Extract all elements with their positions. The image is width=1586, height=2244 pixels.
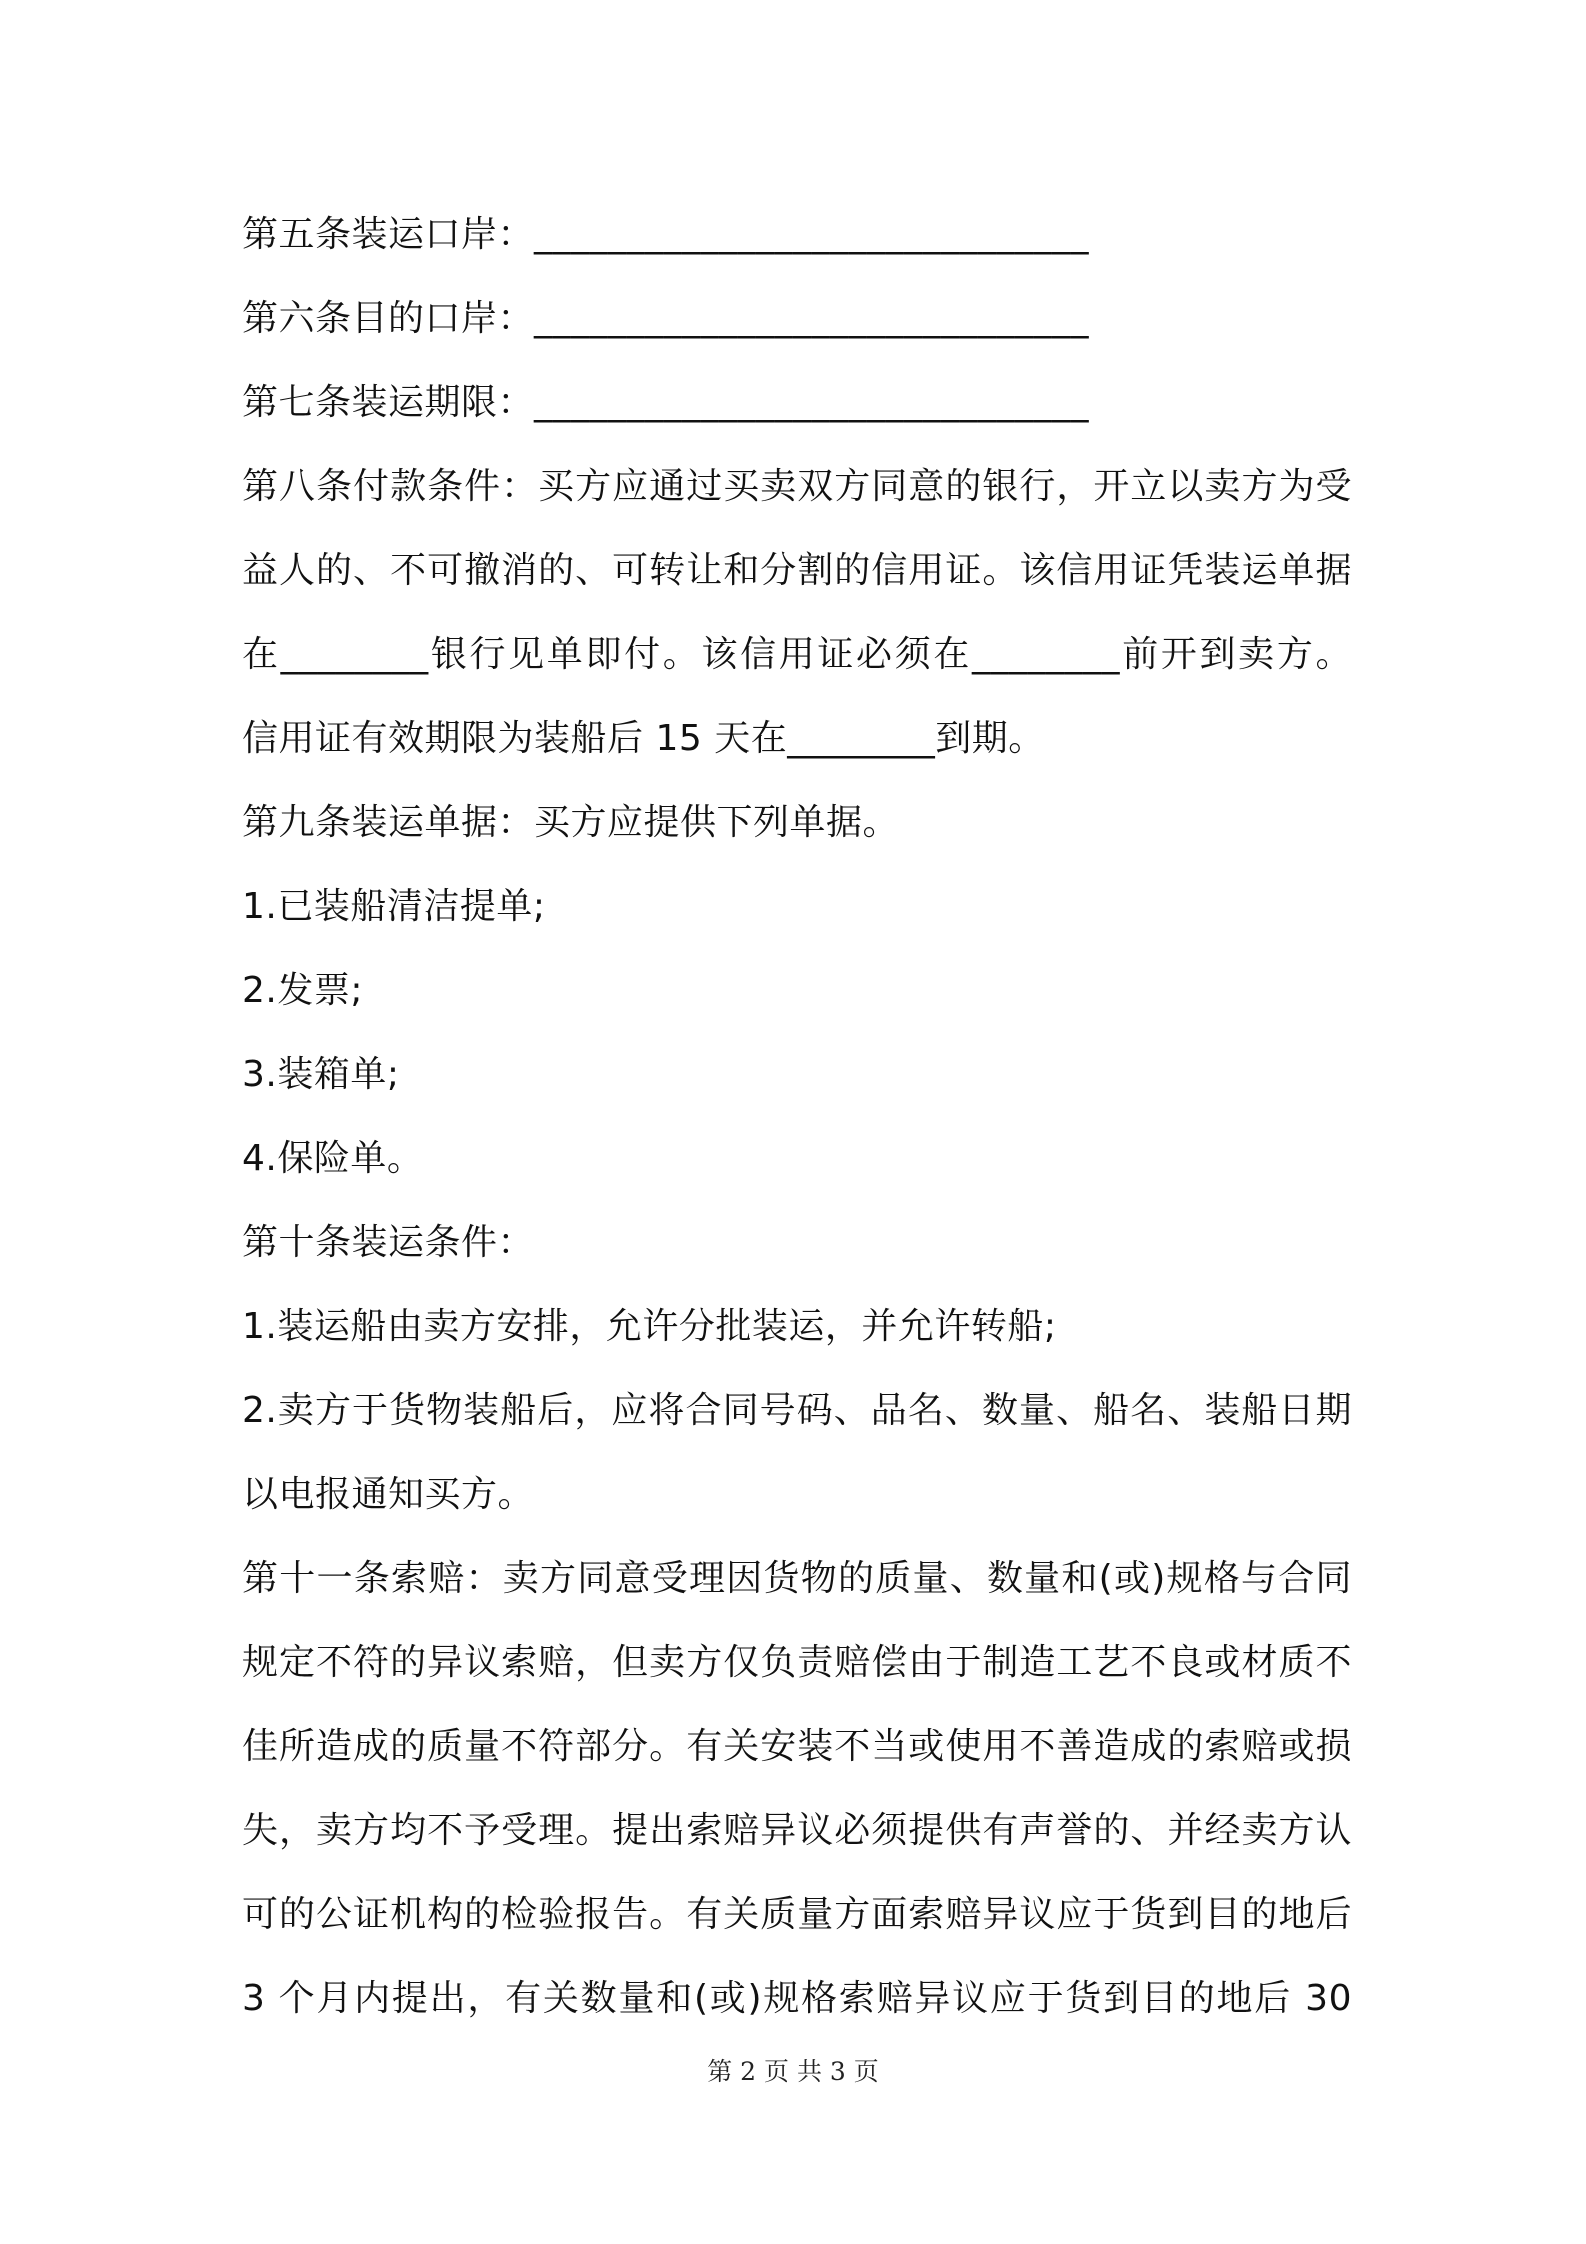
- text-line: 1.已装船清洁提单;: [242, 886, 546, 927]
- text-line: 第十一条索赔：卖方同意受理因货物的质量、数量和(或)规格与合同: [242, 1558, 1352, 1599]
- text-line: 3 个月内提出，有关数量和(或)规格索赔异议应于货到目的地后 30: [242, 1978, 1352, 2019]
- text-line: 佳所造成的质量不符部分。有关安装不当或使用不善造成的索赔或损: [242, 1726, 1352, 1767]
- text-line: 1.装运船由卖方安排，允许分批装运，并允许转船;: [242, 1306, 1057, 1347]
- text-line: 第九条装运单据：买方应提供下列单据。: [242, 802, 900, 843]
- text-line: 规定不符的异议索赔，但卖方仅负责赔偿由于制造工艺不良或材质不: [242, 1642, 1352, 1683]
- document-body: [242, 0, 1352, 2080]
- text-line: 第六条目的口岸：______________________________: [242, 298, 1090, 339]
- text-line: 4.保险单。: [242, 1138, 424, 1179]
- text-line: 3.装箱单;: [242, 1054, 400, 1095]
- page-number: 第 2 页 共 3 页: [707, 2057, 879, 2086]
- text-line: 第五条装运口岸：______________________________: [242, 214, 1090, 255]
- text-line: 在________银行见单即付。该信用证必须在________前开到卖方。: [242, 634, 1352, 675]
- text-line: 第八条付款条件：买方应通过买卖双方同意的银行，开立以卖方为受: [242, 466, 1352, 507]
- text-line: 2.发票;: [242, 970, 363, 1011]
- text-line: 第七条装运期限：______________________________: [242, 382, 1090, 423]
- text-line: 益人的、不可撤消的、可转让和分割的信用证。该信用证凭装运单据: [242, 550, 1352, 591]
- text-line: 可的公证机构的检验报告。有关质量方面索赔异议应于货到目的地后: [242, 1894, 1352, 1935]
- text-line: 失，卖方均不予受理。提出索赔异议必须提供有声誉的、并经卖方认: [242, 1810, 1352, 1851]
- text-line: 第十条装运条件：: [242, 1222, 535, 1263]
- text-line: 2.卖方于货物装船后，应将合同号码、品名、数量、船名、装船日期: [242, 1390, 1352, 1431]
- text-line: 以电报通知买方。: [242, 1474, 535, 1515]
- text-line: 信用证有效期限为装船后 15 天在________到期。: [242, 718, 1045, 759]
